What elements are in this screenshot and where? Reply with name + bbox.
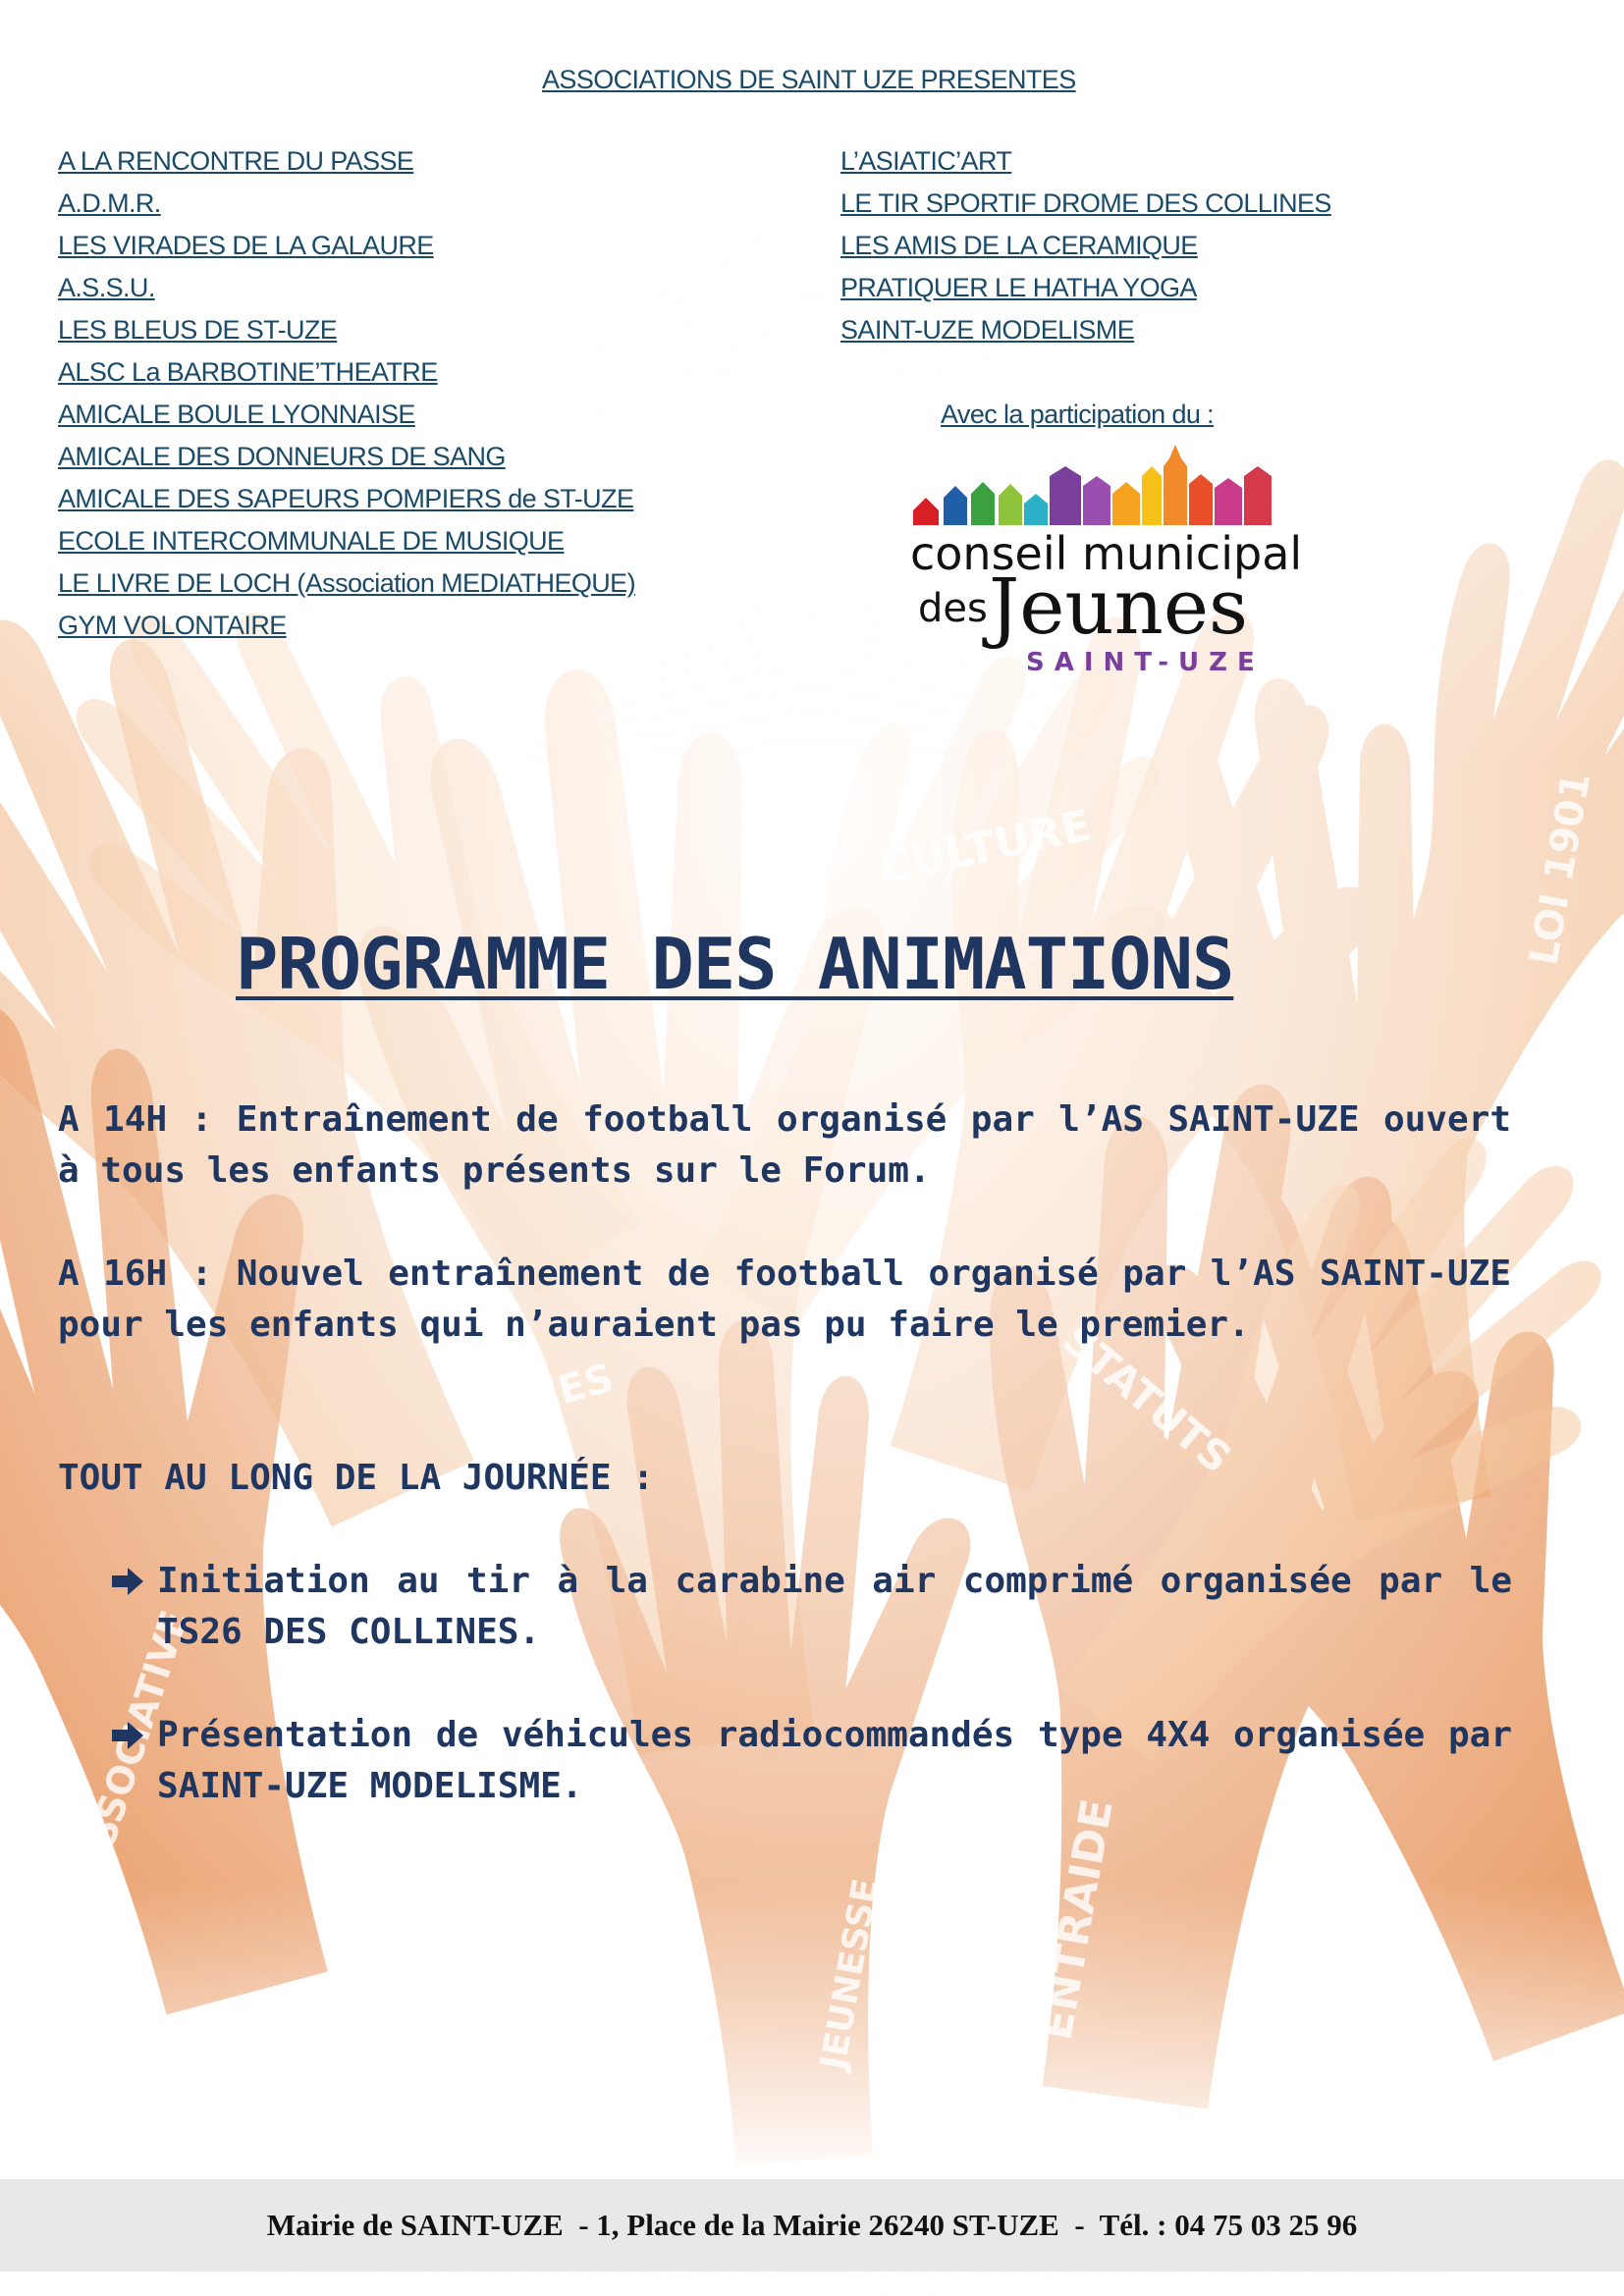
- association-item[interactable]: AMICALE DES DONNEURS DE SANG: [58, 442, 506, 471]
- programme-title: PROGRAMME DES ANIMATIONS: [236, 923, 1234, 1005]
- arrow-right-icon: [108, 1710, 147, 1761]
- conseil-municipal-jeunes-logo: [908, 437, 1311, 677]
- association-item[interactable]: PRATIQUER LE HATHA YOGA: [840, 273, 1197, 302]
- footer-bar: [0, 2179, 1624, 2271]
- association-item[interactable]: LES AMIS DE LA CERAMIQUE: [840, 231, 1198, 260]
- association-item[interactable]: LE LIVRE DE LOCH (Association MEDIATHEQUE): [58, 568, 635, 598]
- association-item[interactable]: A.D.M.R.: [58, 188, 161, 218]
- association-item[interactable]: LE TIR SPORTIF DROME DES COLLINES: [840, 188, 1331, 218]
- association-item[interactable]: LES BLEUS DE ST-UZE: [58, 315, 338, 345]
- association-item[interactable]: ALSC La BARBOTINE’THEATRE: [58, 357, 438, 387]
- programme-all-day-heading: TOUT AU LONG DE LA JOURNÉE :: [58, 1458, 654, 1498]
- association-item[interactable]: A LA RENCONTRE DU PASSE: [58, 146, 414, 176]
- association-item[interactable]: AMICALE DES SAPEURS POMPIERS de ST-UZE: [58, 484, 634, 513]
- footer-address: Mairie de SAINT-UZE - 1, Place de la Mairie 26240 ST-UZE - Tél. : 04 75 03 25 96: [266, 2208, 1358, 2242]
- logo-saint-uze: SAINT-UZE: [1026, 648, 1265, 677]
- association-item[interactable]: LES VIRADES DE LA GALAURE: [58, 231, 434, 260]
- association-item[interactable]: AMICALE BOULE LYONNAISE: [58, 400, 415, 429]
- programme-16h: A 16H : Nouvel entraînement de football organisé par l’AS SAINT-UZE pour les enfants qui n’auraient pas pu faire le premier.: [58, 1254, 1511, 1345]
- logo-line1: conseil municipal: [910, 527, 1303, 580]
- bullet-item-modelisme: [108, 1710, 1512, 1812]
- arrow-right-icon: [108, 1556, 147, 1607]
- association-item[interactable]: ECOLE INTERCOMMUNALE DE MUSIQUE: [58, 526, 565, 556]
- associations-list-right: [840, 140, 1331, 351]
- associations-heading: ASSOCIATIONS DE SAINT UZE PRESENTES: [542, 65, 1076, 94]
- bullet-text: Initiation au tir à la carabine air comprimé organisée par le TS26 DES COLLINES.: [157, 1561, 1512, 1652]
- logo-des: des: [918, 586, 988, 631]
- association-item[interactable]: L’ASIATIC’ART: [840, 146, 1012, 176]
- associations-list-left: [58, 140, 635, 647]
- logo-jeunes: Jeunes: [989, 563, 1249, 652]
- association-item[interactable]: SAINT-UZE MODELISME: [840, 315, 1135, 345]
- association-item[interactable]: GYM VOLONTAIRE: [58, 611, 287, 640]
- association-item[interactable]: A.S.S.U.: [58, 273, 155, 302]
- bullet-text: Présentation de véhicules radiocommandés type 4X4 organisée par SAINT-UZE MODELISME.: [157, 1715, 1512, 1806]
- colored-houses-icon: [913, 445, 1272, 525]
- participation-label: Avec la participation du :: [941, 400, 1215, 429]
- bullet-item-tir: [108, 1556, 1512, 1658]
- programme-14h: A 14H : Entraînement de football organisé par l’AS SAINT-UZE ouvert à tous les enfants présents sur le Forum.: [58, 1099, 1511, 1191]
